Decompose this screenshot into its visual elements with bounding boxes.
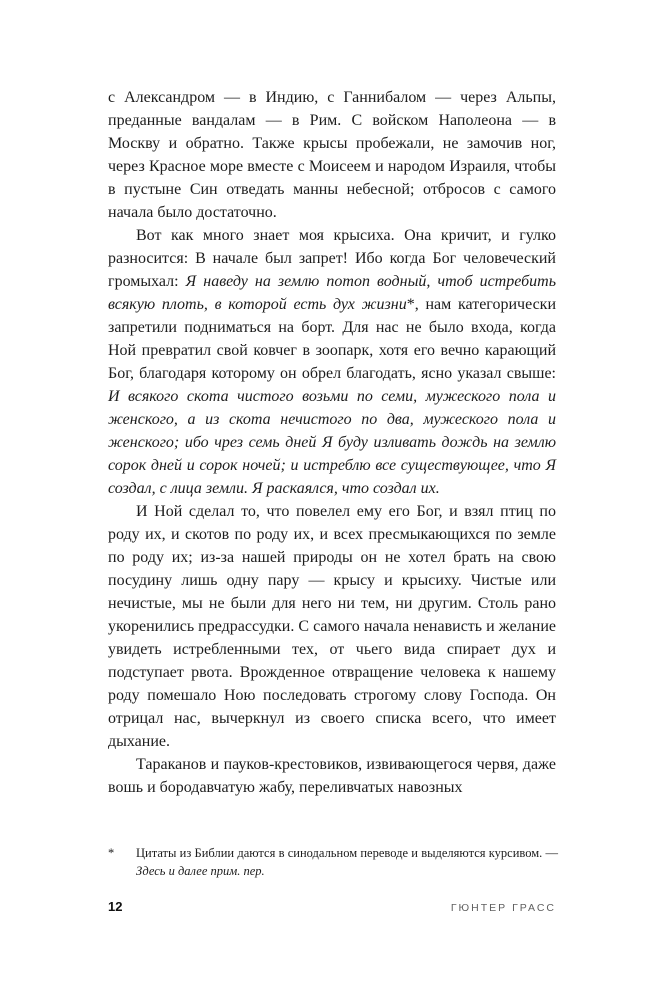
paragraph-4 [108,753,556,799]
text-run: *, нам категорически запретили подниматься на борт. Для нас не было входа, когда Ной превратил свой ковчег в зоопарк, хотя его вечно карающий Бог, благодаря которому он обрел благодать, ясно указал свыше: [108,296,557,382]
paragraph-3 [108,500,556,753]
text-run: И Ной сделал то, что повелел ему его Бог, и взял птиц по роду их, и скотов по роду их, и всех пресмыкающихся по земле по роду их; из-за нашей природы он не хотел брать на свою посудину лишь одну пару — крысу и крысиху. Чистые или нечистые, мы не были для него ни тем, ни другим. Столь рано укоренились предрассудки. С самого начала ненависть и желание увидеть истребленными тех, от чьего вида спирает дух и подступает рвота. Врожденное отвращение человека к нашему роду помешало Ною последовать строгому слову Господа. Он отрицал нас, вычеркнул из своего списка всего, что имеет дыхание. [108,503,556,750]
paragraph-2 [108,224,556,500]
bible-quote-text: Я наведу на землю потоп водный, чтоб истребить всякую плоть, в которой есть дух жизни [108,273,556,313]
footnote-text [136,845,558,880]
text-run: Тараканов и пауков-крестовиков, извивающегося червя, даже вошь и бородавчатую жабу, переливчатых навозных [108,756,556,796]
footnote-marker: * [108,846,115,860]
footnote-italic-text: Здесь и далее прим. пер. [136,863,265,878]
bible-quote-text: И всякого скота чистого возьми по семи, мужеского пола и женского, а из скота нечистого по два, мужеского пола и женского; ибо чрез семь дней Я буду изливать дождь на землю сорок дней и сорок ночей; и истреблю все существующее, что Я создал, с лица земли. Я раскаялся, что создал их. [108,388,556,497]
paragraph-1 [108,86,556,224]
text-run: Вот как много знает моя крысиха. Она кричит, и гулко разносится: В начале был запрет! Ибо когда Бог человеческий громыхал: [108,227,556,290]
running-title: ГЮНТЕР ГРАСС [450,902,556,914]
page-number: 12 [108,899,123,914]
footnote [108,845,558,880]
text-run: Цитаты из Библии даются в синодальном переводе и выделяются курсивом. — [136,846,558,860]
page-footer [108,899,556,914]
text-run: с Александром — в Индию, с Ганнибалом — через Альпы, преданные вандалам — в Рим. С войском Наполеона — в Москву и обратно. Также крысы пробежали, не замочив ног, через Красное море вместе с Моисеем и народом Израиля, чтобы в пустыне Син отведать манны небесной; отбросов с самого начала было достаточно. [108,89,556,221]
body-text [108,86,556,799]
